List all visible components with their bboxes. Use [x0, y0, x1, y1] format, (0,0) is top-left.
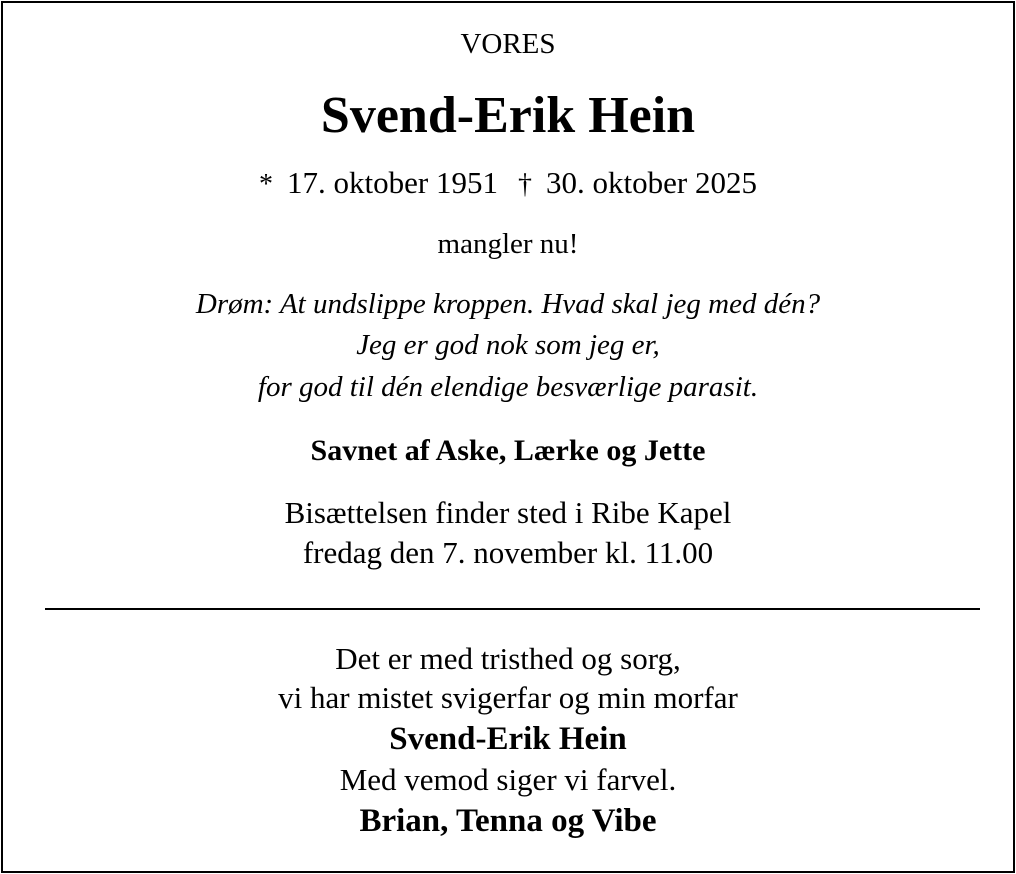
poem-line: for god til dén elendige besværlige parasit.	[257, 371, 759, 403]
condolence-line: Det er med tristhed og sorg,	[335, 641, 681, 676]
poem-line: Drøm: At undslippe kroppen. Hvad skal jeg med dén?	[195, 288, 821, 320]
deceased-name-second: Svend-Erik Hein	[389, 721, 627, 757]
deceased-name: Svend-Erik Hein	[320, 87, 696, 144]
farewell-line: Med vemod siger vi farvel.	[339, 762, 677, 797]
signature: Brian, Tenna og Vibe	[359, 803, 657, 839]
poem-line: Jeg er god nok som jeg er,	[356, 329, 660, 361]
funeral-line: Bisættelsen finder sted i Ribe Kapel	[284, 495, 732, 530]
birth-star-icon: *	[259, 169, 274, 200]
birth-date: 17. oktober 1951	[287, 165, 498, 200]
death-cross-icon: †	[518, 169, 532, 200]
section-divider	[45, 608, 980, 610]
life-dates	[0, 167, 1016, 199]
death-date: 30. oktober 2025	[546, 165, 757, 200]
funeral-line: fredag den 7. november kl. 11.00	[302, 535, 714, 570]
missed-by: Savnet af Aske, Lærke og Jette	[310, 434, 706, 467]
condolence-line: vi har mistet svigerfar og min morfar	[278, 680, 738, 715]
heading: VORES	[460, 28, 556, 60]
subheading: mangler nu!	[437, 228, 579, 260]
